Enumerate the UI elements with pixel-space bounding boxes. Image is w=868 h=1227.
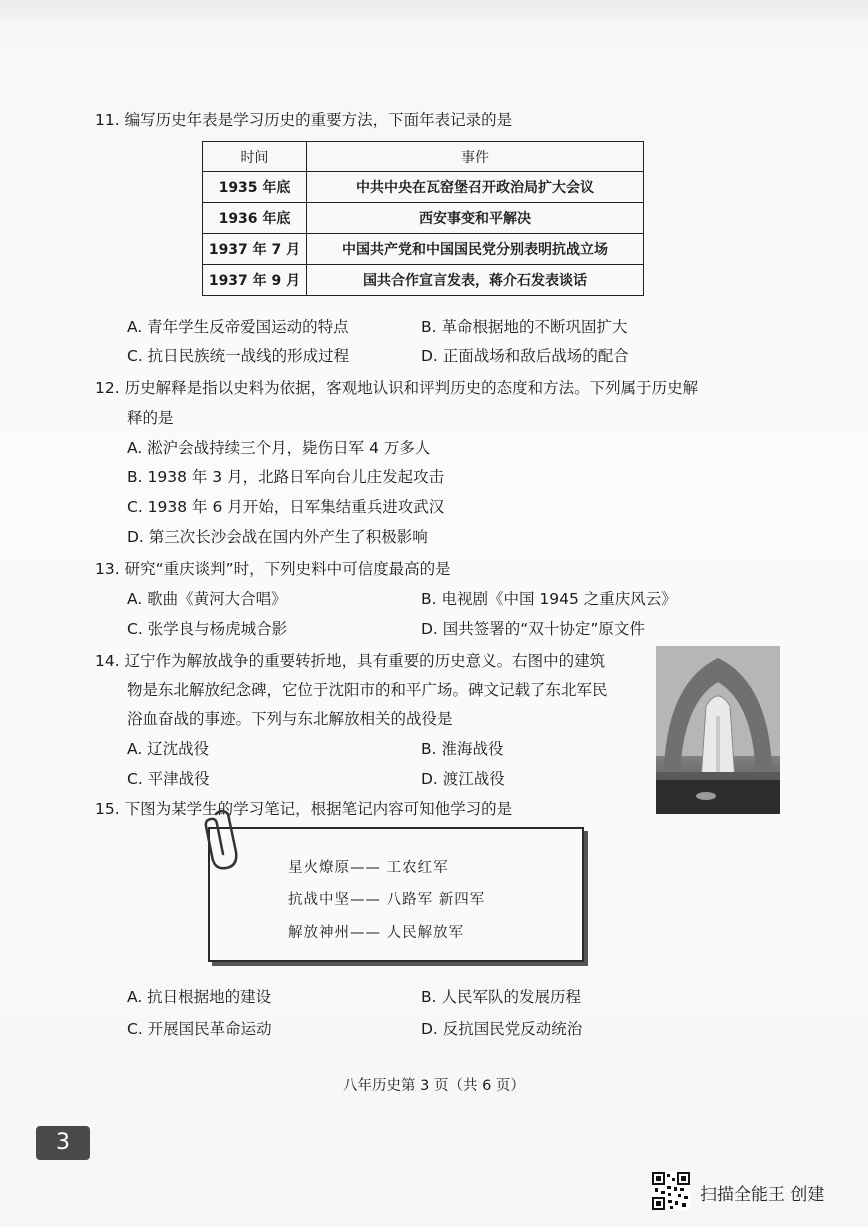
page-footer: 八年历史第 3 页（共 6 页） [343, 1078, 525, 1094]
q11-option-d: D. 正面战场和敌后战场的配合 [421, 347, 629, 365]
table-cell-event: 国共合作宣言发表，蒋介石发表谈话 [307, 265, 644, 296]
q12-option-d: D. 第三次长沙会战在国内外产生了积极影响 [127, 528, 428, 546]
table-cell-event: 中共中央在瓦窑堡召开政治局扩大会议 [307, 172, 644, 203]
note-line: 星火燎原—— 工农红军 [288, 860, 449, 876]
scanner-watermark: 扫描全能王 创建 [700, 1185, 825, 1205]
q15-option-d: D. 反抗国民党反动统治 [421, 1020, 583, 1038]
page-number-badge: 3 [36, 1126, 90, 1160]
q11-option-a: A. 青年学生反帝爱国运动的特点 [127, 318, 349, 336]
q14-option-a: A. 辽沈战役 [127, 740, 210, 758]
q14-option-b: B. 淮海战役 [421, 740, 504, 758]
q13-option-b: B. 电视剧《中国 1945 之重庆风云》 [421, 590, 677, 608]
table-cell-time: 1937 年 9 月 [203, 265, 307, 296]
question-11-stem: 11. 编写历史年表是学习历史的重要方法，下面年表记录的是 [95, 111, 513, 129]
table-row [203, 265, 644, 296]
q15-option-b: B. 人民军队的发展历程 [421, 988, 581, 1006]
table-cell-time: 1936 年底 [203, 203, 307, 234]
note-line: 解放神州—— 人民解放军 [288, 925, 465, 941]
q12-option-b: B. 1938 年 3 月，北路日军向台儿庄发起攻击 [127, 468, 445, 486]
q13-option-c: C. 张学良与杨虎城合影 [127, 620, 288, 638]
q15-option-a: A. 抗日根据地的建设 [127, 988, 272, 1006]
q15-option-c: C. 开展国民革命运动 [127, 1020, 272, 1038]
q13-option-d: D. 国共签署的“双十协定”原文件 [421, 620, 645, 638]
q14-option-c: C. 平津战役 [127, 770, 210, 788]
table-cell-event: 西安事变和平解决 [307, 203, 644, 234]
question-14-stem-line3: 浴血奋战的事迹。下列与东北解放相关的战役是 [127, 710, 453, 728]
study-note-card [208, 827, 584, 962]
question-12-stem-line2: 释的是 [127, 409, 174, 427]
q12-option-a: A. 淞沪会战持续三个月，毙伤日军 4 万多人 [127, 439, 431, 457]
qr-code-icon [652, 1172, 690, 1210]
q11-option-c: C. 抗日民族统一战线的形成过程 [127, 347, 350, 365]
table-cell-time: 1937 年 7 月 [203, 234, 307, 265]
q12-option-c: C. 1938 年 6 月开始，日军集结重兵进攻武汉 [127, 498, 445, 516]
q13-option-a: A. 歌曲《黄河大合唱》 [127, 590, 287, 608]
question-15-stem: 15. 下图为某学生的学习笔记，根据笔记内容可知他学习的是 [95, 800, 513, 818]
paperclip-icon [202, 808, 242, 872]
q11-option-b: B. 革命根据地的不断巩固扩大 [421, 318, 628, 336]
question-14-stem-line2: 物是东北解放纪念碑，它位于沈阳市的和平广场。碑文记载了东北军民 [127, 681, 608, 699]
table-row [203, 172, 644, 203]
monument-photo [656, 646, 780, 814]
table-cell-time: 1935 年底 [203, 172, 307, 203]
q14-option-d: D. 渡江战役 [421, 770, 505, 788]
table-header-time: 时间 [203, 142, 307, 172]
table-header-row [203, 142, 644, 172]
note-line: 抗战中坚—— 八路军 新四军 [288, 892, 486, 908]
question-12-stem-line1: 12. 历史解释是指以史料为依据，客观地认识和评判历史的态度和方法。下列属于历史解 [95, 379, 699, 397]
question-13-stem: 13. 研究“重庆谈判”时，下列史料中可信度最高的是 [95, 560, 451, 578]
monument-illustration [656, 646, 780, 814]
table-row [203, 203, 644, 234]
table-cell-event: 中国共产党和中国国民党分别表明抗战立场 [307, 234, 644, 265]
table-header-event: 事件 [307, 142, 644, 172]
timeline-table [202, 141, 644, 296]
question-14-stem-line1: 14. 辽宁作为解放战争的重要转折地，具有重要的历史意义。右图中的建筑 [95, 652, 606, 670]
table-row [203, 234, 644, 265]
scan-top-edge [0, 0, 868, 30]
